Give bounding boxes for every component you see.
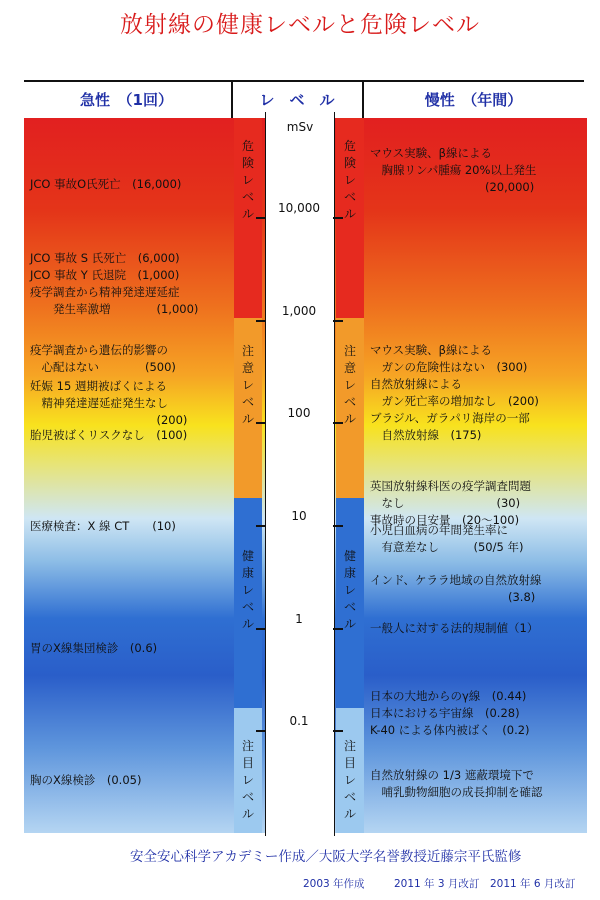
acute-note: 胃のX線集団検診 (0.6): [30, 641, 158, 655]
scale-tick: [256, 320, 266, 322]
scale-tick: [256, 628, 266, 630]
chronic-note: 英国放射線科医の疫学調査問題 なし (30) 事故時の目安量 (20～100): [370, 479, 531, 527]
level-label: 注 意 レ ベ ル: [343, 344, 356, 426]
level-bar-left: [234, 118, 262, 833]
tick-label: 10: [291, 509, 307, 523]
chronic-note: 日本の大地からのγ線 (0.44) 日本における宇宙線 (0.28) K-40 による体内被ばく (0.2): [370, 689, 530, 737]
level-label: 注 意 レ ベ ル: [241, 344, 254, 426]
scale-tick: [256, 730, 266, 732]
level-label: 危 険 レ ベ ル: [343, 139, 356, 221]
date-created: 2003 年作成: [303, 878, 365, 890]
tick-label: 10,000: [278, 201, 320, 215]
tick-label: 100: [287, 406, 311, 420]
unit-label: mSv: [286, 120, 314, 134]
scale-tick: [333, 628, 343, 630]
scale-tick: [256, 422, 266, 424]
acute-note: 妊娠 15 週期被ばくによる 精神発達遅延症発生なし (200): [30, 379, 188, 427]
chronic-note: マウス実験、β線による 胸腺リンパ腫瘍 20%以上発生 (20,000): [370, 146, 537, 194]
chronic-note: インド、ケララ地域の自然放射線 (3.8): [370, 573, 542, 604]
level-label: 健 康 レ ベ ル: [241, 549, 254, 631]
level-label: 注 目 レ ベ ル: [343, 739, 356, 821]
level-bar-right: [336, 118, 364, 833]
footer-credit: 安全安心科学アカデミー作成／大阪大学名誉教授近藤宗平氏監修: [130, 849, 522, 865]
acute-note: JCO 事故O氏死亡 (16,000): [30, 177, 182, 191]
acute-note: 疫学調査から遺伝的影響の 心配はない (500): [30, 343, 176, 374]
scale-tick: [333, 730, 343, 732]
header-level: レ ベ ル: [259, 91, 335, 109]
level-label: 健 康 レ ベ ル: [343, 549, 356, 631]
scale-tick: [333, 525, 343, 527]
level-label: 注 目 レ ベ ル: [241, 739, 254, 821]
page-title: 放射線の健康レベルと危険レベル: [120, 12, 480, 38]
acute-note: 胸のX線検診 (0.05): [30, 773, 142, 787]
chronic-note: 小児白血病の年間発生率に 有意差なし (50/5 年): [370, 523, 524, 554]
chronic-note: 自然放射線の 1/3 遮蔽環境下で 哺乳動物細胞の成長抑制を確認: [370, 768, 543, 799]
chronic-note: 一般人に対する法的規制値（1）: [370, 621, 539, 635]
tick-label: 0.1: [289, 714, 309, 728]
scale-tick: [256, 217, 266, 219]
tick-label: 1: [295, 612, 303, 626]
chronic-note: ブラジル、ガラパリ海岸の一部 自然放射線 (175): [370, 411, 530, 442]
acute-note: JCO 事故 S 氏死亡 (6,000) JCO 事故 Y 氏退院 (1,000) 疫学調査から精神発達遅延症 発生率激増 (1,000): [30, 251, 199, 316]
level-label: 危 険 レ ベ ル: [241, 139, 254, 221]
scale-tick: [256, 525, 266, 527]
header-chronic: 慢性 （年間）: [424, 91, 523, 109]
acute-note: 医療検査：X 線 CT (10): [30, 519, 176, 533]
date-revised-1: 2011 年 3 月改訂: [394, 878, 480, 890]
scale-tick: [333, 217, 343, 219]
scale-tick: [333, 320, 343, 322]
tick-label: 1,000: [281, 304, 317, 318]
date-revised-2: 2011 年 6 月改訂: [490, 878, 576, 890]
chronic-note: マウス実験、β線による ガンの危険性はない (300) 自然放射線による ガン死亡率の増加なし (200): [370, 343, 539, 408]
scale-tick: [333, 422, 343, 424]
acute-note: 胎児被ばくリスクなし (100): [30, 428, 188, 442]
header-acute: 急性 （1回）: [80, 91, 173, 109]
